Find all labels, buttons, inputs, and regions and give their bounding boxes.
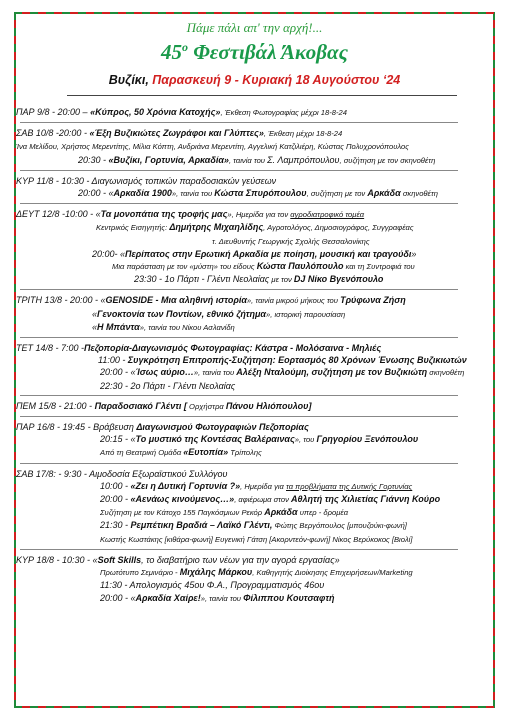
event-text: Ρεμπέτικη Βραδιά – Λαϊκό Γλέντι, (130, 520, 273, 531)
event-line (12, 221, 497, 234)
event-day-block (12, 468, 497, 546)
event-line (12, 380, 497, 392)
title-text: Φεστιβάλ Άκοβας (193, 40, 349, 64)
event-line (12, 433, 497, 446)
event-text: Περίπατος στην Ερωτική Αρκαδία με ποίηση, μουσική και τραγούδι (125, 248, 412, 259)
event-text: Κώστα Παυλόπουλο (256, 261, 344, 272)
event-text: », ταινία του Νίκου Ασλανίδη (139, 322, 235, 332)
event-text: ΚΥΡ 18/8 - 10:30 - « (16, 554, 98, 565)
event-line (12, 106, 497, 119)
event-text: Μια παράσταση με τον «μύστη» του είδους (112, 262, 257, 272)
event-text: « (92, 321, 98, 332)
event-day-block (12, 400, 497, 413)
dates-text: Παρασκευή 9 - Κυριακή 18 Αυγούστου ‘24 (152, 73, 401, 87)
event-text: Soft Skills (97, 554, 142, 565)
event-text: Κεντρικός Εισηγητής: (96, 223, 170, 233)
event-text: Τρίπολης (228, 448, 262, 458)
event-text: τα προβλήματα της Δυτικής Γορτυνίας (286, 481, 413, 491)
event-text: , Καθηγητής Διοίκησης Επιχειρήσεων/Marketing (252, 568, 413, 578)
event-line (12, 446, 497, 459)
event-text: , Έκθεση μέχρι 18-8-24 (263, 129, 343, 139)
day-separator (20, 395, 458, 396)
event-text: 11:00 - (98, 355, 128, 366)
event-line (12, 208, 497, 221)
event-line (12, 554, 497, 566)
event-text: με τον (269, 275, 294, 285)
event-text: Πεζοπορία-Διαγωνισμός Φωτογραφίας: Κάστρα - Μολόσαινα - Μηλιές (84, 343, 382, 354)
event-text: Από τη Θεατρική Ομάδα (100, 448, 184, 458)
event-day-block (12, 342, 497, 392)
day-separator (20, 203, 458, 204)
event-text: , Έκθεση Φωτογραφίας μέχρι 18-8-24 (220, 108, 347, 117)
event-text: Αρκαδία 1900 (113, 188, 172, 199)
event-line (12, 273, 497, 286)
event-text: 23:30 - 1ο Πάρτι - Γλέντι Νεολαίας (134, 274, 270, 285)
event-line (12, 566, 497, 579)
event-line (12, 175, 497, 187)
event-text: », ταινία του (171, 189, 215, 199)
event-text: », Ημερίδα για τον (227, 210, 291, 220)
event-text: Φώτης Βεργόπουλος [μπουζούκι-φωνή] (272, 521, 407, 531)
event-text: Συγκρότηση Επιτροπής-Συζήτηση: Εορτασμός 80 Χρόνων Ένωσης Βυζικιωτών (127, 355, 467, 366)
event-line (12, 140, 497, 153)
event-line (12, 154, 497, 167)
event-text: Αθλητή της Χιλιετίας Γιάννη Κούρο (291, 494, 441, 505)
event-text: », ταινία του (193, 368, 237, 378)
event-text: ΚΥΡ 11/8 - 10:30 - Διαγωνισμός τοπικών παραδοσιακών γεύσεων (16, 175, 277, 186)
event-line (12, 321, 497, 334)
event-text: ΤΡΙΤΗ 13/8 - 20:00 - « (16, 295, 106, 306)
event-text: Το μυστικό της Κοντέσας Βαλέραινας (135, 434, 295, 445)
event-line (12, 421, 497, 433)
event-text: 20:30 - (78, 154, 109, 165)
event-text: «Ευτοπία» (183, 447, 229, 458)
event-line (12, 294, 497, 307)
event-text: Αλέξη Νταλούμη, συζήτηση με τον Βυζικιώτη (236, 367, 428, 378)
day-separator (20, 122, 458, 123)
event-text: Ίνα Μελίδου, Χρήστος Μερεντίτης, Μίλια Κόπτη, Ανδριάνα Μερεντίτη, Αγγελική Κατζιλιέρη, Κώστας Πολυχρονόπουλος (16, 142, 409, 152)
event-text: Ορχήστρα (186, 401, 226, 411)
event-text: Γενοκτονία των Ποντίων, εθνικό ζήτημα (97, 308, 266, 319)
event-line (12, 493, 497, 506)
event-text: , αφιέρωμα στον (234, 495, 292, 505)
event-text: Τα μονοπάτια της τροφής μας (100, 209, 228, 220)
event-text: 20:00 - « (100, 592, 136, 603)
event-text: 22:30 - 2ο Πάρτι - Γλέντι Νεολαίας (100, 380, 236, 391)
location-text: Βυζίκι, (108, 73, 153, 87)
event-text: », ιστορική παρουσίαση (266, 309, 346, 319)
event-line (12, 480, 497, 493)
festival-dates (12, 73, 497, 87)
event-text: Η Μπάντα (97, 321, 140, 332)
event-line (12, 342, 497, 354)
event-text: αγροδιατροφικό τομέα (290, 210, 365, 220)
event-text: ΠΕΜ 15/8 - 21:00 - (16, 400, 95, 411)
event-text: Παραδοσιακό Γλέντι [ (94, 400, 187, 411)
title-ordinal: ο (181, 40, 188, 54)
day-separator (20, 416, 458, 417)
event-text: Κώστα Σπυρόπουλου (214, 188, 307, 199)
event-line (12, 592, 497, 605)
event-text: 21:30 - (100, 520, 131, 531)
event-text: Κωστής Κωστάκης [κιθάρα-φωνή] Ευγενική Γάτση [Ακορντεόν-φωνή] Νίκος Βερύκοκος [Βιολί] (100, 534, 413, 544)
event-text: «Κύπρος, 50 Χρόνια Κατοχής» (90, 107, 221, 117)
event-text: , το διαβατήριο των νέων για την αγορά εργασίας (141, 554, 335, 565)
event-text: ΔΕΥΤ 12/8 -10:00 - « (16, 209, 101, 220)
event-text: Σ. Λαμπρόπουλου (267, 154, 340, 165)
event-text: Συζήτηση με τον Κάτοχο 155 Παγκόσμιων Ρεκόρ (100, 508, 265, 518)
event-text: ΠΑΡ 9/8 - 20:00 – (16, 107, 91, 117)
event-day-block (12, 421, 497, 460)
event-text: », ταινία του (200, 593, 244, 603)
event-text: DJ Νίκο Βγενόπουλο (293, 274, 384, 285)
event-text: «Ζει η Δυτική Γορτυνία ?» (130, 480, 241, 491)
event-line (12, 308, 497, 321)
event-text: Τρύφωνα Ζήση (340, 295, 406, 306)
event-text: και τη Συντροφιά του (343, 262, 415, 272)
poster-frame (12, 10, 497, 710)
day-separator (20, 337, 458, 338)
event-text: », ταινία μικρού μήκους του (246, 296, 341, 306)
event-line (12, 400, 497, 413)
day-separator (20, 549, 458, 550)
event-line (12, 519, 497, 532)
event-line (12, 533, 497, 546)
event-line (12, 235, 497, 248)
event-text: Αρκαδία Χαίρε! (135, 592, 201, 603)
event-text: 20:00 - « (78, 188, 114, 199)
event-text: , συζήτηση με τον σκηνοθέτη (339, 155, 436, 165)
event-text: Δημήτρης Μιχαηλίδης (169, 222, 264, 233)
event-text: » (334, 554, 340, 565)
event-text: 10:00 - (100, 480, 131, 491)
event-line (12, 248, 497, 260)
event-text: σκηνοθέτη (427, 368, 465, 378)
event-day-block (12, 294, 497, 334)
event-text: Ίσως αύριο… (135, 367, 194, 378)
event-text: 20:00- « (92, 248, 126, 259)
event-text: 11:30 - Απολογισμός 45ου Φ.Α., Προγραμματισμός 46ου (100, 580, 325, 591)
event-day-block (12, 127, 497, 167)
events-list (12, 106, 497, 608)
event-text: GENOSIDE - Μια αληθινή ιστορία (105, 295, 247, 306)
event-text: Μιχάλης Μάρκου (179, 567, 253, 578)
event-text: , Αγροτολόγος, Δημοσιογράφος, Συγγραφέας (263, 223, 414, 233)
title-number: 45 (160, 40, 182, 64)
event-line (12, 354, 497, 366)
event-text: σκηνοθέτη (400, 189, 438, 199)
event-text: ΠΑΡ 16/8 - 19:45 - Βράβευση (16, 422, 137, 433)
event-text: «Βυζίκι, Γορτυνία, Αρκαδία» (108, 154, 229, 165)
event-line (12, 468, 497, 480)
event-line (12, 579, 497, 591)
event-text: , Ημερίδα για (240, 481, 286, 491)
event-line (12, 127, 497, 140)
event-text: , ταινία του (228, 155, 268, 165)
event-day-block (12, 175, 497, 200)
event-text: τ. Διευθυντής Γεωργικής Σχολής Θεσσαλονίκης (212, 236, 370, 246)
event-line (12, 506, 497, 519)
header-divider (67, 95, 457, 96)
slogan: Πάμε πάλι απ' την αρχή!... (186, 20, 323, 35)
event-text: υπερ - δρομέα (297, 508, 349, 518)
event-text: 20:00 - « (100, 367, 136, 378)
event-text: Γρηγορίου Ξενόπουλου (316, 434, 419, 445)
day-separator (20, 463, 458, 464)
event-text: Φίλιππου Κουτσαφτή (243, 592, 335, 603)
event-text: Πάνου Ηλιόπουλου] (225, 400, 312, 411)
event-text: » (411, 248, 417, 259)
day-separator (20, 170, 458, 171)
event-text: Πρωτότυπο Σεμινάριο - (100, 568, 180, 578)
event-text: Αρκάδα (264, 507, 298, 518)
event-text: , συζήτηση με τον (306, 189, 368, 199)
event-text: ΣΑΒ 10/8 -20:00 - (16, 128, 90, 139)
event-line (12, 187, 497, 200)
event-text: « (92, 308, 98, 319)
event-line (12, 366, 497, 379)
event-text: ΤΕΤ 14/8 - 7:00 - (16, 343, 85, 354)
event-line (12, 260, 497, 273)
event-text: ΣΑΒ 17/8: - 9:30 - Αιμοδοσία Εξωραϊστικού Συλλόγου (16, 468, 228, 479)
event-text: 20:00 - (100, 494, 131, 505)
event-text: Αρκάδα (367, 188, 401, 199)
event-text: «Αενάως κινούμενος…» (130, 494, 235, 505)
event-day-block (12, 554, 497, 605)
event-day-block (12, 208, 497, 286)
event-day-block (12, 106, 497, 119)
event-text: «Έξη Βυζικιώτες Ζωγράφοι και Γλύπτες» (89, 128, 264, 139)
festival-title (12, 40, 497, 65)
event-text: 20:15 - « (100, 434, 136, 445)
day-separator (20, 289, 458, 290)
event-text: Διαγωνισμού Φωτογραφιών Πεζοπορίας (136, 422, 309, 433)
event-text: », του (294, 435, 317, 445)
